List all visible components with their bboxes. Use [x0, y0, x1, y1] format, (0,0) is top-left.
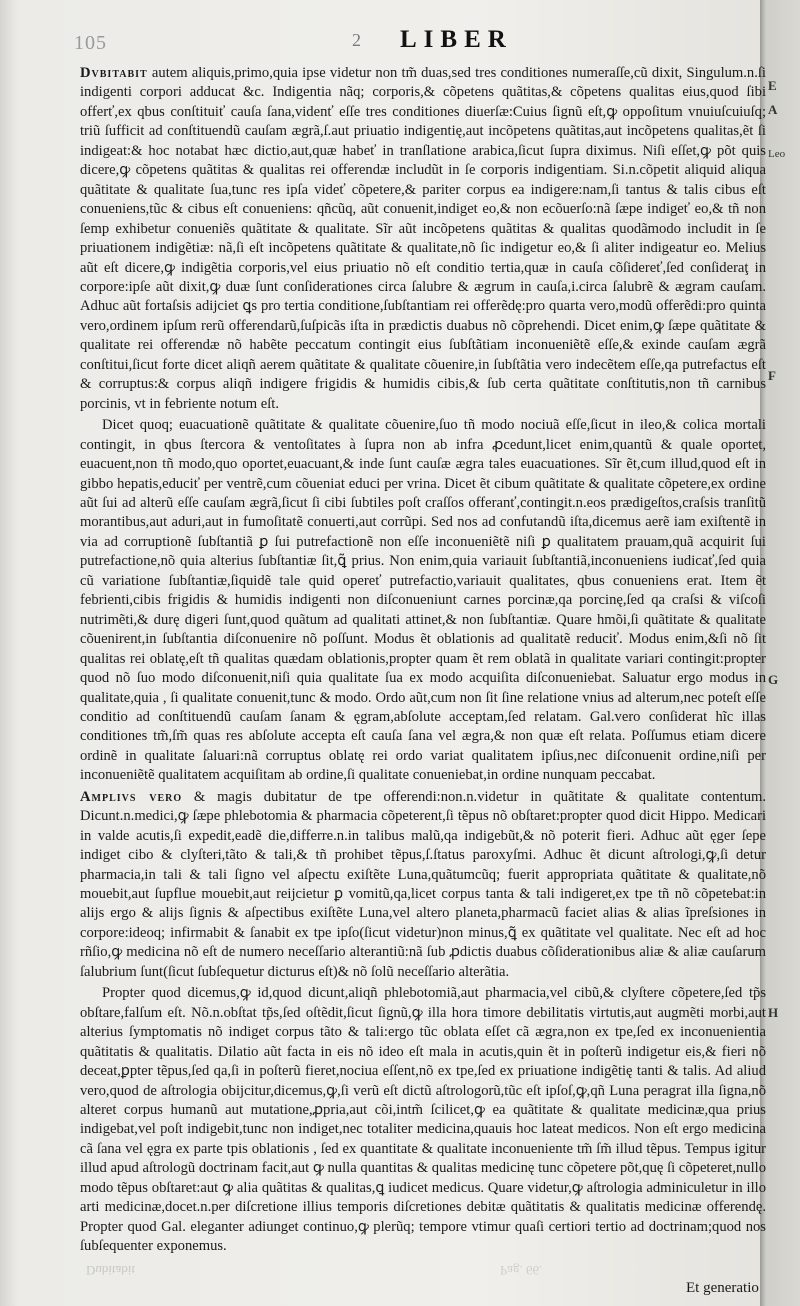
running-head: LIBER [400, 26, 513, 53]
margin-letter: F [768, 368, 776, 383]
paragraph-text: & magis dubitatur de tpe offerendi:non.n.videtur in quãtitate & qualitate contentum. Dicunt.n.medici,ꝙ ſæpe phlebotomia & pharmacia cõpeterent,ſi tẽpus nõ obſtaret:propter quod dicit Hippo. Medicari in valde acutis,ſi expedit,eadẽ die,differre.n.in talibus malũ,qa indigebũt,& nõ poterit fieri. Adhuc aũt ęger ſepe indiget cibo & clyſteri,tãto & tali,& tñ prohibet tẽpus,ſ.ſtatus paroxyſmi. Adhuc ẽt dicunt aſtrologi,ꝙ,ſi detur pharmacia,in tali & tali ſigno vel aſpectu exiſtẽte Luna,quãtumcũq; fuerit appropriata quãtitate & qualitate,nõ mouebit,aut ſupflue mouebit,aut reijcietur ꝑ vomitũ,qa,licet corpus tanta & tali indigeret,ex tpe tñ nõ cõpetebat:in alijs ergo & alijs ſignis & aſpectibus exiſtẽte Luna,vel altero planeta,pharmacũ faciet alias & alias ĩpreſsiones in corpore:ideoq; infirmabit & ſanabit ex tpe ipſo(ſicut videtur)non minus,ꝗ̃ ex quãtitate vel qualitate. Nec eſt ad hoc rñſio,ꝙ medicina nõ eſt de numero neceſſario alterantiũ:nã ſub ꝓdictis duabus cõſiderationibus aliæ & aliæ cauſarum ſalubrium ſunt(ſicut ſubſequetur dicturus eſt)& nõ ſolũ neceſſario alterãtia. [80, 788, 766, 980]
paragraph-lead: Dvbitabit [80, 65, 148, 81]
margin-letter: G [768, 672, 779, 687]
folio-number: 105 [74, 32, 107, 54]
main-text-block [80, 64, 766, 1259]
paragraph [80, 64, 766, 414]
paragraph [80, 416, 766, 786]
margin-letter: A [768, 102, 778, 117]
margin-letter: H [768, 1005, 779, 1020]
paragraph [80, 788, 766, 983]
bleed-through-text: Pag. 66. [500, 1263, 543, 1278]
margin-letter: E [768, 78, 777, 93]
signature-mark: 2 [352, 30, 361, 50]
margin-note: Leo [768, 148, 786, 160]
bleed-through-text: Dubitabit [86, 1263, 136, 1278]
paragraph-text: Dicet quoq; euacuationẽ quãtitate & qualitate cõuenire,ſuo tñ modo nociuã eſſe,ſicut in ileo,& colica mortali contingit, in qbus ſtercora & ventoſitates à ſupra non ab infra ꝓcedunt,licet enim,quantũ & quale oportet, euacuent,non tñ modo,quo oportet,euacuant,& inde ſunt cauſæ ægra tales euacuationes. Sĩr ẽt,cum illud,quod eſt in gibbo hepatis,educiť per ventrẽ,cum cõueniat educi per vrina. Dicet ẽt cibum quãtitate & qualitate cõpetere,ex ordine aũt ſui ad alterũ eſſe cauſam ægrã,ſicut ſi cibi ſubtiles poſt craſſos offeranť,contingit.n.eos prædigeſtos,craſsis tranſitũ morantibus,aut aduri,aut in fumoſitatẽ conuerti,aut corrũpi. Sed nos ad confutandũ iſta,dicemus aerẽ iam exiſtentẽ in via ad corruptionẽ ſubſtantiã ꝑ ſui putrefactionẽ non eſſe inconueniẽtẽ niſi ꝑ qualitatem prauam,quã acquirit ſui putrefactione,nõ quia alterius ſubſtantiæ ſit,ꝗ̃ prius. Non enim,quia variauit ſubſtantiã,inconueniens iudicať,ſed quia cũ variatione ſubſtantiæ,ſiquidẽ tale quid opereť putrefactio,variauit qualitates, qbus conueniens erat. Item ẽt febrienti,cibis frigidis & humidis indigenti non diſconueniunt carnes porcinæ,qa porcinę,ſed qa craſsi & viſcoſi nutrimẽti,& durę digeri ſunt,quod quãtum ad qualitati attinet,& non ſubſtantiæ. Quare hmõi,ſi quãtitate & qualitate cõuenirent,in ſubſtantia diſconuenire nõ poſſunt. Modus ẽt oblationis ad qualitatẽ reduciť. Modus enim,&ſi nõ ſit qualitas rei oblatę,eſt tñ qualitas quædam oblationis,propter quam ẽt rem oblatã in qualitate variari contingit:propter quod nõ ſuo modo diſconuenit,niſi quia qualitate ſua ex modo acquiſita diſconueniebat. Saluatur ergo modus in qualitate,quia , ſi qualitate conuenit,tunc & modo. Ordo aũt,cum non ſit ſine relatione vnius ad alterum,nec poteſt eſſe conditio ad conſtituendũ cauſam ſanam & ęgram,abſolute acceptam,ſed relatam. Gal.vero conſiderat hĩc illas conditiones tm̃,ſm̃ quas res abſolute accepta eſt cauſa ſana vel ægra,& non quæ eſt relata. Poſſumus etiam dicere ordinẽ in qualitate ſaluari:nã corruptus oblatę rei ordo variat qualitatem ipſius,nec diſconuenit ordine,niſi per inconueniẽtẽ qualitatem acquiſitam ab ordine,ſi qualitate conueniebat,in ordine nunquam peccabat. [80, 417, 766, 784]
page-header [0, 26, 780, 60]
catchword: Et generatio [686, 1280, 759, 1296]
paragraph-lead: Amplivs vero [80, 788, 183, 805]
paragraph [80, 984, 766, 1256]
facing-page-edge [760, 0, 800, 1306]
paragraph-text: Propter quod dicemus,ꝙ id,quod dicunt,aliqñ phlebotomiã,aut pharmacia,vel cibũ,& clyſtere cõpetere,ſed tp̃s obſtare,falſum eſt. Nõ.n.obſtat tp̃s,ſed oſtẽdit,ſicut ſignũ,ꝙ illa hora timore debilitatis virtutis,aut augmẽti morbi,aut alterius ſymptomatis nõ indiget corpus tãto & tali:ergo tũc oblata eſſet cã ægra,non ex tpe,ſed ex inconuenientia quãtitatis & qualitatis. Dilatio aũt facta in eis nõ ideo eſt mala in acutis,quin ẽt in poſterũ indigetur eis,& fieri nõ deceat,ꝑpter tẽpus,ſed qa,ſi in poſterũ fieret,nociua eſſent,nõ ex tpe,ſed ex priuatione indigẽtię tanti & talis. Ad aliud vero,quod de aſtrologia obijcitur,dicemus,ꝙ,ſi verũ eſt dictũ aſtrologorũ,tũc eſt ipſoſ,ꝙ,qñ Luna peragrat illa ſigna,nõ alteret corpus humanũ aut mutatione,ꝓpria,aut cõi,intm̃ ſcilicet,ꝙ ea quãtitate & qualitate medicinæ,qua prius indigebat,vel poſt indigebit,tunc non indiget,nec totaliter medicina,quauis hoc lateat medicos. Non eſt ergo medicina cã ſana vel ęgra ex parte tpis oblationis , ſed ex quantitate & qualitate inconueniente tm̃ ſm̃ illud tẽpus. Tempus igitur illud apud aſtrologũ doctrinam facit,aut ꝙ nulla quantitas & qualitas medicinę tunc cõpetere põt,quę ſi cõpeteret,nullo modo tẽpus obſtaret:aut ꝙ alia quãtitas & qualitas,ꝗ iudicet medicus. Quare videtur,ꝙ aſtrologia adminiculetur in illo arti medicinæ,docet.n.per diſcretione illius temporis diſcretiones debitæ quãtitatis & qualitatis medicinæ offerendę. Propter quod Gal. eleganter adiunget continuo,ꝙ plerũq; tempore vtimur quaſi certiori tertio ad doctrinam;quod nos ſubſequenter exponemus. [80, 985, 766, 1255]
paragraph-text: autem aliquis,primo,quia ipse videtur non tm̃ duas,sed tres conditiones numeraſſe,cũ dixit, Singulum.n.ſi indigenti corpori adducat &c. Indigentia nãq; corporis,& cõpetens quãtitas,& cõpetens qualitas eius,quod ſibi offerť,ex qbus conſtituiť cauſa ſana,videnť eſſe tres conditiones diuerſæ:Cuius ſignũ eſt,ꝙ oppoſitum vnuiuſcuiuſq; triũ ſufficit ad conſtituendũ cauſam ægrã,ſ.aut priuatio indigentię,aut incõpetens quãtitas,aut incõpetens qualitas,ẽt ſi indigeat:& hoc notabat hæc dictio,aut,quæ habeť in tranſlatione arabica,ſicut ſupra diximus. Niſi eſſet,ꝙ põt quis dicere,ꝙ cõpetens quãtitas & qualitas rei offerendæ includũt in ſe corporis indigentiam. Si.n.cõpetit aliquid aliqua quãtitate & qualitate ſua,tunc res ipſa videť cõpetere,& pariter corpus ea indigere:nam,ſi tantus & talis cibus eſt conueniens,tũc & cibus eſt conueniens: qñcũq, aũt conuenit,indiget eo,& non ecõuerſo:nã ſæpe indigeť eo,& tñ non ſemp exhibetur conueniẽs quãtitate & qualitate. Sĩr aũt incõpetens quãtitas & qualitas quodãmodo includit in ſe priuationem indigẽtiæ: nã,ſi eſt incõpetens quãtitate & qualitate,nõ ſic indigetur eo,& ſi aliter indigeatur eo. Melius aũt eſt dicere,ꝙ indigẽtia corporis,vel eius priuatio nõ eſt conditio tertia,quæ in cauſa cõſidereť,ſed conſideraţ in corpore:ipſe aũt dixit,ꝙ duæ ſunt conſiderationes circa ſalubre & ægrum in cauſa,i.circa ſalubrẽ & ægram cauſam. Adhuc aũt fortaſsis adijciet ꝗs pro tertia conditione,ſubſtantiam rei offerẽdę:pro quarta vero,modũ offerẽdi:pro quinta vero,ordinem ipſum rerũ offerendarũ,ſuſpicãs iſta in prædictis duabus nõ cõprehendi. Dicet enim,ꝙ ſæpe quãtitate & qualitate rei offerendæ nõ habẽte peccatum contingit eius ſubſtãtiam inconueniẽtẽ eſſe,& exinde cauſam ægrã conſtitui,ſicut forte dicet aliqñ aerem quãtitate & qualitate cõuenire,in ſubſtãtia vero indecẽtem eſſe,qa putrefactus eſt & corruptus:& corpus aliqñ indigere frigidis & humidis cibis,& ſub certa quãtitate conſtitutis,non tñ carnibus porcinis, vt in febriente notum eſt. [80, 65, 766, 412]
